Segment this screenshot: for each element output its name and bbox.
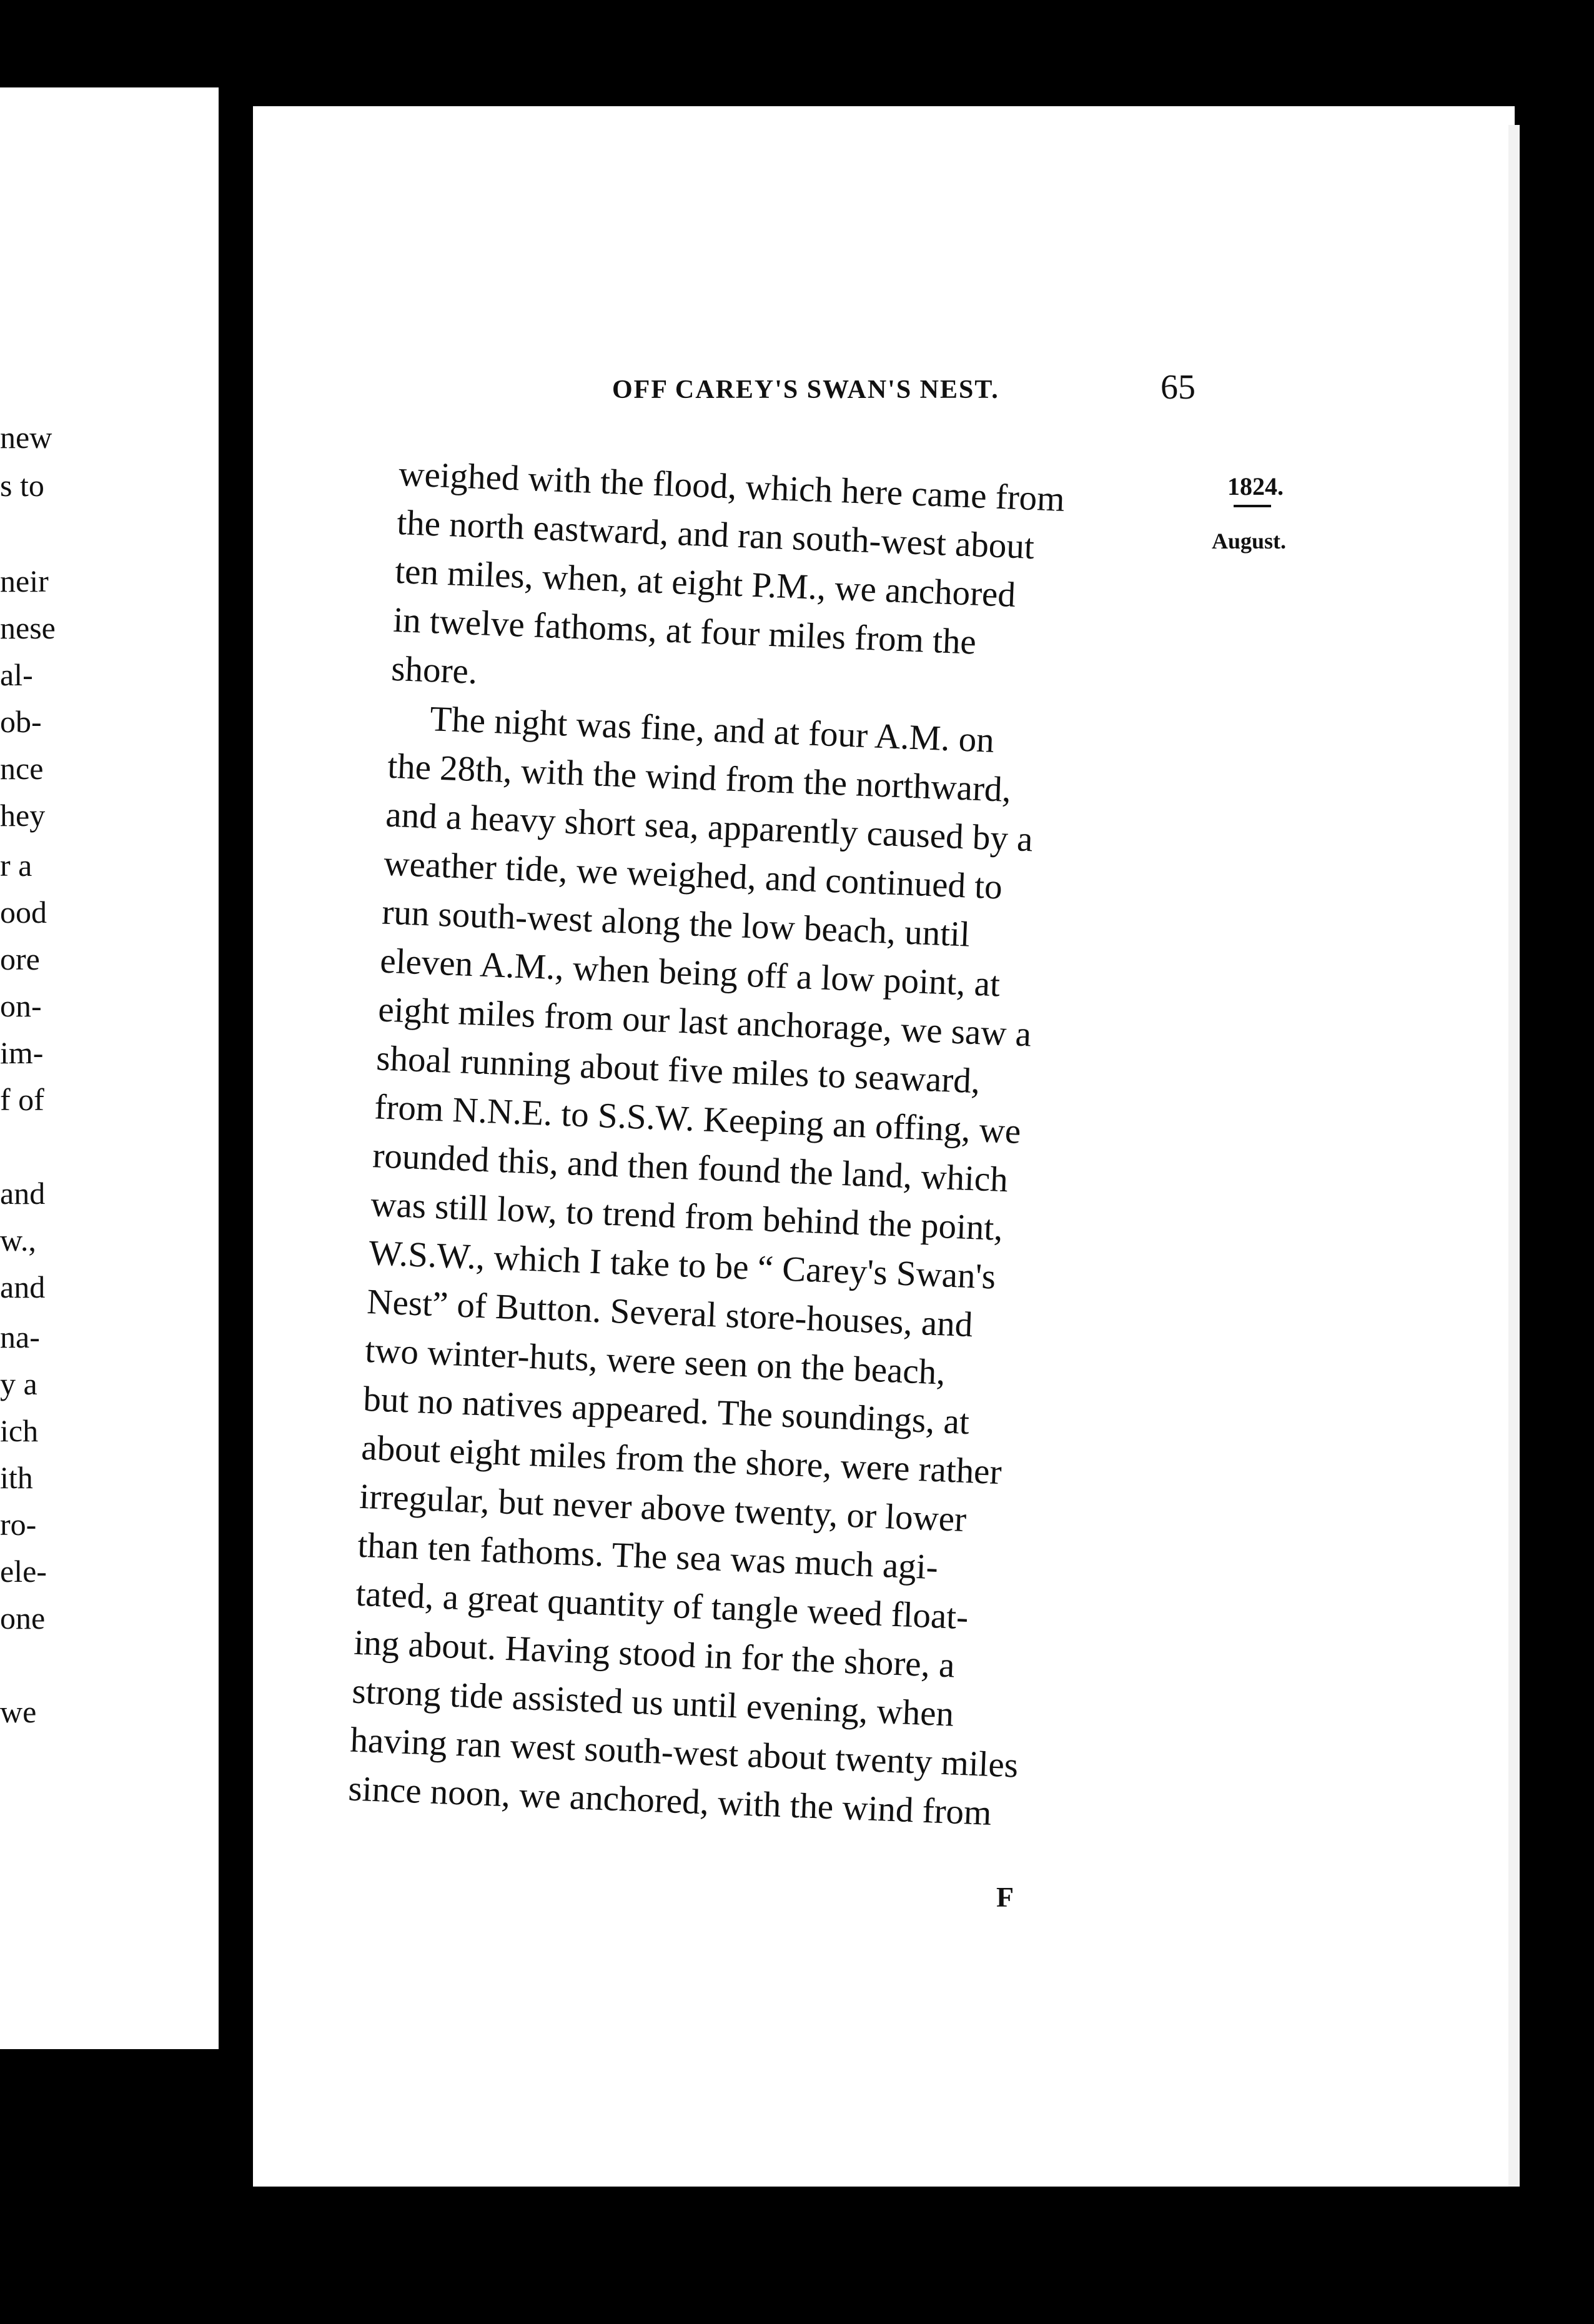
left-page-line: im- — [0, 1035, 44, 1070]
left-page-line: w., — [0, 1223, 36, 1258]
body-text — [347, 450, 1189, 1844]
signature-mark: F — [996, 1881, 1014, 1913]
text-line: ing about. Having stood in for the shore, a — [353, 1622, 956, 1686]
left-page-line: y a — [0, 1366, 37, 1401]
left-page-line: ele- — [0, 1554, 47, 1589]
text-line: The night was fine, and at four A.M. on — [429, 699, 995, 760]
left-page-line: ro- — [0, 1507, 37, 1542]
left-page-line: r a — [0, 848, 32, 883]
text-line: rounded this, and then found the land, which — [372, 1136, 1009, 1200]
text-line: irregular, but never above twenty, or lower — [359, 1476, 968, 1540]
text-line: about eight miles from the shore, were rather — [360, 1428, 1002, 1492]
left-page-line: and — [0, 1269, 46, 1304]
text-line: strong tide assisted us until evening, when — [351, 1671, 955, 1734]
text-line: eleven A.M., when being off a low point, at — [379, 941, 1001, 1005]
text-line: eight miles from our last anchorage, we saw a — [377, 990, 1032, 1055]
text-line: Nest” of Button. Several store-houses, and — [366, 1282, 974, 1345]
text-line: ten miles, when, at eight P.M., we anchored — [394, 551, 1017, 615]
text-line: having ran west south-west about twenty miles — [349, 1720, 1019, 1785]
left-page-line: we — [0, 1694, 37, 1729]
text-line: but no natives appeared. The soundings, at — [362, 1379, 971, 1443]
text-line: and a heavy short sea, apparently caused by a — [385, 795, 1034, 860]
left-page-fragment — [0, 87, 219, 2049]
text-line: run south-west along the low beach, until — [381, 892, 971, 955]
text-line: shore. — [390, 648, 478, 692]
margin-year: 1824. — [1227, 472, 1284, 500]
left-page-line: ob- — [0, 704, 42, 739]
text-line: weighed with the flood, which here came from — [398, 454, 1066, 519]
text-line: the 28th, with the wind from the northward, — [387, 746, 1012, 810]
text-line: from N.N.E. to S.S.W. Keeping an offing, we — [374, 1087, 1022, 1151]
left-page-line: neir — [0, 564, 49, 598]
left-page-line: ich — [0, 1413, 39, 1448]
left-page-line: al- — [0, 657, 33, 692]
text-line: shoal running about five miles to seaward, — [375, 1038, 981, 1101]
left-page-line: hey — [0, 798, 46, 833]
margin-month: August. — [1212, 529, 1287, 554]
left-page-line: and — [0, 1176, 46, 1211]
text-line: the north eastward, and ran south-west about — [396, 502, 1035, 567]
left-page-line: ith — [0, 1460, 33, 1495]
text-line: than ten fathoms. The sea was much agi- — [357, 1525, 939, 1587]
left-page-line: s to — [0, 468, 44, 503]
left-page-line: ood — [0, 895, 47, 930]
text-line: tated, a great quantity of tangle weed float- — [355, 1574, 969, 1637]
running-head: OFF CAREY'S SWAN'S NEST. — [612, 375, 999, 404]
left-page-line: na- — [0, 1319, 40, 1354]
text-line: was still low, to trend from behind the point, — [370, 1184, 1004, 1248]
left-page-line: ore — [0, 941, 40, 976]
left-page-line: nce — [0, 751, 44, 786]
margin-rule — [1234, 505, 1271, 507]
text-line: weather tide, we weighed, and continued to — [383, 843, 1003, 907]
text-line: in twelve fathoms, at four miles from the — [392, 600, 977, 662]
page-edge — [1508, 125, 1520, 2187]
text-line: since noon, we anchored, with the wind from — [347, 1769, 993, 1833]
text-line: two winter-huts, were seen on the beach, — [364, 1330, 946, 1393]
left-page-line: f of — [0, 1082, 44, 1117]
left-page-line: nese — [0, 610, 56, 645]
left-page-line: new — [0, 420, 52, 455]
page-number: 65 — [1161, 368, 1196, 407]
left-page-line: one — [0, 1601, 46, 1636]
left-page-line: on- — [0, 988, 42, 1023]
text-line: W.S.W., which I take to be “ Carey's Swan's — [368, 1233, 997, 1297]
